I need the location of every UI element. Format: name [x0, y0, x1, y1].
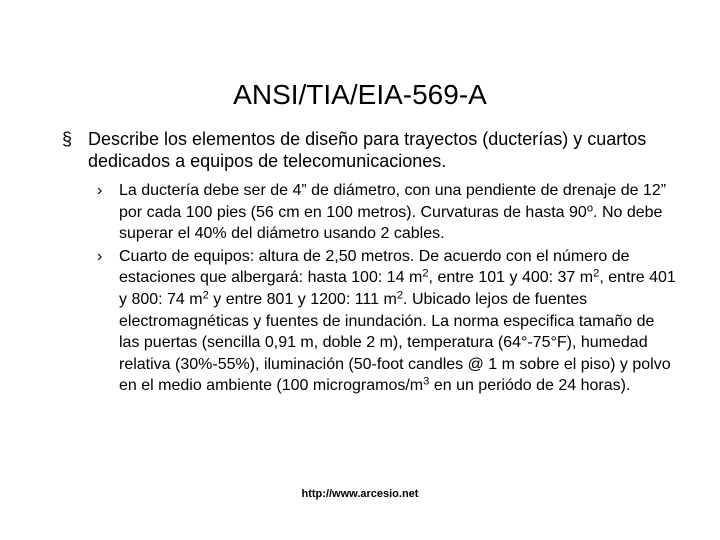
section-bullet-icon: § [62, 129, 73, 149]
main-bullet-text: Describe los elementos de diseño para trayectos (ducterías) y cuartos dedicados a equipos de telecomunicaciones. [88, 129, 647, 171]
chevron-right-icon: › [97, 182, 103, 199]
sub-bullet-list [97, 180, 677, 398]
sub-bullet-ducteria-text: La ductería debe ser de 4” de diámetro, con una pendiente de drenaje de 12” por cada 100 pies (56 cm en 100 metros). Curvaturas de hasta 90$^o$. No debe superar el 40% del diámetro usando 2 cables. [119, 182, 667, 243]
footer-url: http://www.arcesio.net [301, 488, 419, 500]
main-bullet-point [62, 128, 682, 172]
slide-title: ANSI/TIA/EIA-569-A [233, 79, 487, 110]
sub-bullet-ducteria [97, 180, 677, 245]
sub-bullet-cuarto-equipos-text: Cuarto de equipos: altura de 2,50 metros. De acuerdo con el número de estaciones que albergará: hasta 100: 14 $m^2$, entre 101 y 400: 37 $m^2$, entre 401 y 800: 74 $m^2$ y entre 801 y 1200: 111 $m^2$. Ubicado lejos de fuentes electromagnéticas y fuentes de inundación. La norma especifica tamaño de las puertas (sencilla 0,91 m, doble 2 m), temperatura (64°-75°F), humedad relativa (30%-55%), iluminación (50-foot candles @ 1 m sobre el piso) y polvo en el medio ambiente (100 microgramos/$m^3$ en un periódo de 24 horas). [119, 247, 676, 395]
chevron-right-icon: › [97, 247, 103, 265]
sub-bullet-cuarto-equipos [97, 246, 677, 397]
